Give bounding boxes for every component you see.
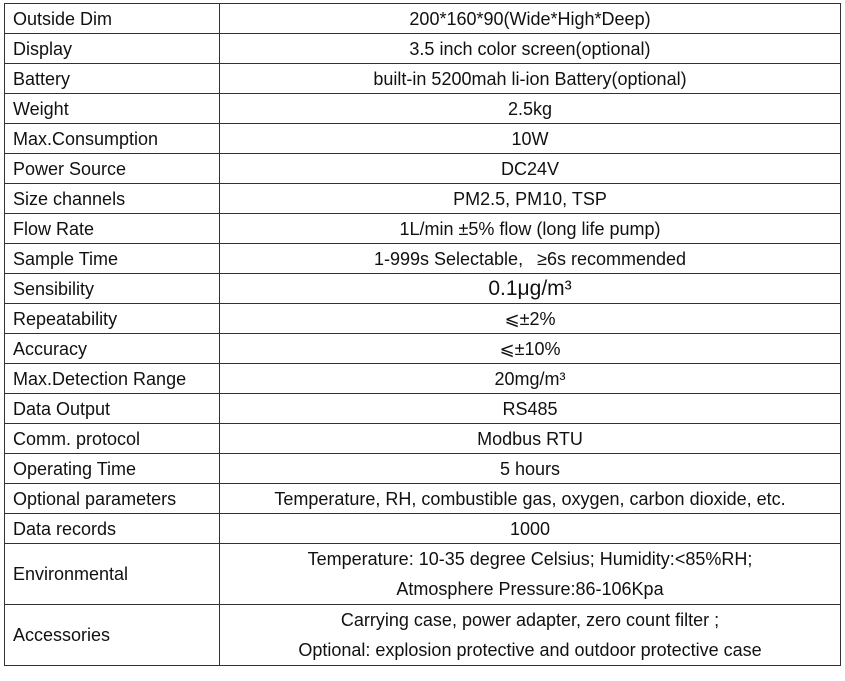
table-row xyxy=(5,154,841,184)
spec-value: DC24V xyxy=(220,154,841,184)
table-row xyxy=(5,364,841,394)
spec-value-line: Carrying case, power adapter, zero count filter ; xyxy=(340,610,720,630)
spec-label: Optional parameters xyxy=(5,484,220,514)
spec-label: Operating Time xyxy=(5,454,220,484)
table-row xyxy=(5,304,841,334)
table-row xyxy=(5,184,841,214)
spec-label: Display xyxy=(5,34,220,64)
spec-label: Flow Rate xyxy=(5,214,220,244)
spec-label: Outside Dim xyxy=(5,4,220,34)
spec-value-line: Atmosphere Pressure:86-106Kpa xyxy=(396,579,664,599)
table-row xyxy=(5,424,841,454)
table-row xyxy=(5,334,841,364)
table-row xyxy=(5,394,841,424)
spec-value: 20mg/m³ xyxy=(220,364,841,394)
table-row xyxy=(5,244,841,274)
table-row xyxy=(5,484,841,514)
table-row xyxy=(5,605,841,666)
table-row xyxy=(5,4,841,34)
spec-value: ⩽±10% xyxy=(220,334,841,364)
spec-label: Power Source xyxy=(5,154,220,184)
spec-label: Weight xyxy=(5,94,220,124)
spec-label: Environmental xyxy=(5,544,220,605)
spec-value: ⩽±2% xyxy=(220,304,841,334)
table-row xyxy=(5,454,841,484)
spec-value: 0.1μg/m³ xyxy=(220,274,841,304)
table-row xyxy=(5,514,841,544)
table-row xyxy=(5,214,841,244)
spec-label: Sensibility xyxy=(5,274,220,304)
spec-value: 1-999s Selectable, ≥6s recommended xyxy=(220,244,841,274)
spec-value xyxy=(220,544,841,605)
spec-label: Data Output xyxy=(5,394,220,424)
spec-sheet xyxy=(4,3,841,666)
spec-label: Max.Consumption xyxy=(5,124,220,154)
spec-value-line: Optional: explosion protective and outdoor protective case xyxy=(298,640,762,660)
spec-value: 10W xyxy=(220,124,841,154)
spec-value: RS485 xyxy=(220,394,841,424)
spec-value: 5 hours xyxy=(220,454,841,484)
spec-label: Comm. protocol xyxy=(5,424,220,454)
spec-value: 1000 xyxy=(220,514,841,544)
spec-value: built-in 5200mah li-ion Battery(optional) xyxy=(220,64,841,94)
spec-value-line: Temperature: 10-35 degree Celsius; Humidity:<85%RH; xyxy=(307,549,753,569)
table-row xyxy=(5,124,841,154)
spec-label: Repeatability xyxy=(5,304,220,334)
spec-label: Max.Detection Range xyxy=(5,364,220,394)
table-row xyxy=(5,94,841,124)
table-row xyxy=(5,34,841,64)
spec-value: Temperature, RH, combustible gas, oxygen, carbon dioxide, etc. xyxy=(220,484,841,514)
spec-label: Sample Time xyxy=(5,244,220,274)
spec-value: PM2.5, PM10, TSP xyxy=(220,184,841,214)
spec-label: Battery xyxy=(5,64,220,94)
spec-label: Accuracy xyxy=(5,334,220,364)
spec-label: Data records xyxy=(5,514,220,544)
spec-value xyxy=(220,605,841,666)
table-row xyxy=(5,64,841,94)
spec-value: Modbus RTU xyxy=(220,424,841,454)
spec-label: Size channels xyxy=(5,184,220,214)
table-row xyxy=(5,274,841,304)
specifications-table xyxy=(4,3,841,666)
spec-value: 3.5 inch color screen(optional) xyxy=(220,34,841,64)
table-row xyxy=(5,544,841,605)
spec-value: 200*160*90(Wide*High*Deep) xyxy=(220,4,841,34)
spec-value: 1L/min ±5% flow (long life pump) xyxy=(220,214,841,244)
spec-label: Accessories xyxy=(5,605,220,666)
spec-value: 2.5kg xyxy=(220,94,841,124)
